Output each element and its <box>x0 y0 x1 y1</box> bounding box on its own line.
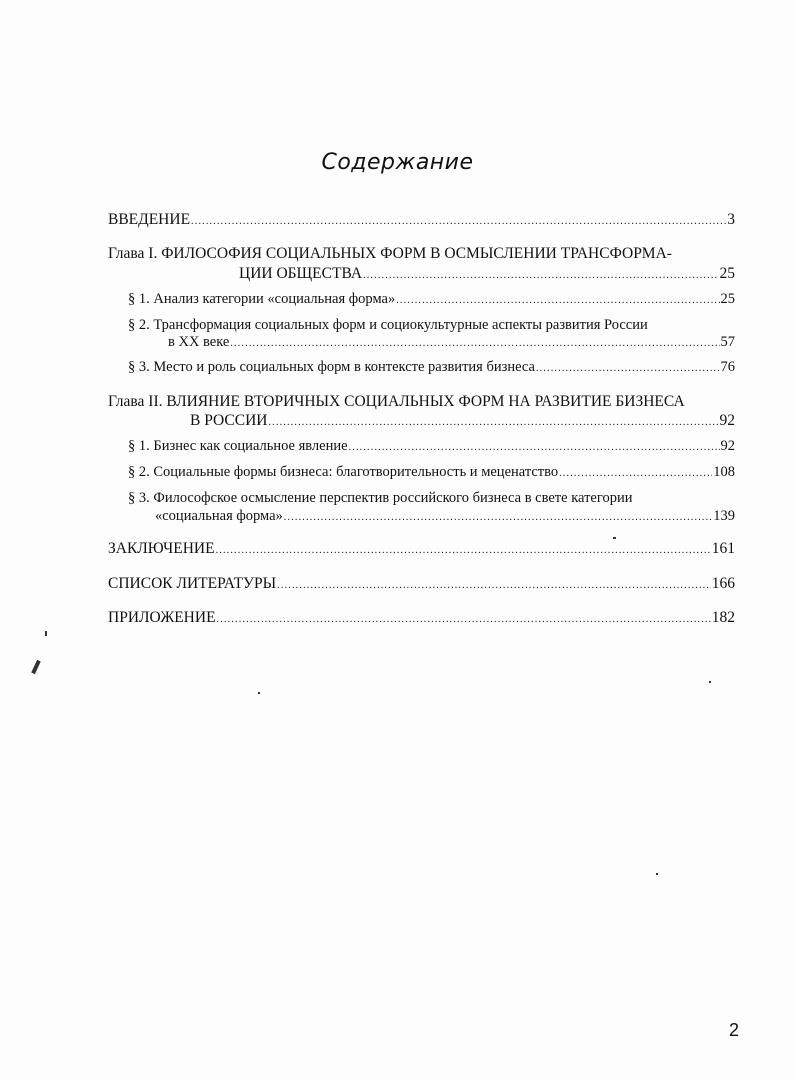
toc-entry-label: § 2. Социальные формы бизнеса: благотворительность и меценатство <box>128 464 559 480</box>
dot-leader <box>349 442 720 453</box>
dot-leader <box>191 216 726 227</box>
page-title: Содержание <box>321 150 474 175</box>
dot-leader <box>559 468 712 479</box>
scan-speck <box>656 873 658 875</box>
dot-leader <box>396 295 719 306</box>
toc-entry-label: ЦИИ ОБЩЕСТВА <box>239 265 363 282</box>
toc-entry-chapter1-line1: Глава I. ФИЛОСОФИЯ СОЦИАЛЬНЫХ ФОРМ В ОСМЫСЛЕНИИ ТРАНСФОРМА- <box>108 245 672 262</box>
toc-entry-label: § 3. Место и роль социальных форм в контексте развития бизнеса <box>128 359 535 375</box>
toc-entry-appendix <box>108 609 735 627</box>
toc-page-number: 92 <box>720 438 735 454</box>
toc-entry-ch1-section3 <box>128 359 735 376</box>
toc-entry-ch2-section3-line2 <box>155 508 735 525</box>
scan-speck <box>613 537 616 539</box>
toc-page-number: 92 <box>719 412 735 429</box>
dot-leader <box>536 363 720 374</box>
dot-leader <box>216 545 711 556</box>
dot-leader <box>284 512 712 523</box>
toc-page-number: 76 <box>720 359 735 375</box>
toc-entry-chapter1-line2 <box>239 265 735 283</box>
toc-entry-ch1-section2-line1: § 2. Трансформация социальных форм и социокультурные аспекты развития России <box>128 317 648 333</box>
scan-speck <box>709 681 711 683</box>
scan-speck <box>45 631 47 636</box>
page-number: 2 <box>728 1020 739 1040</box>
dot-leader <box>230 338 719 349</box>
toc-page-number: 25 <box>720 291 735 307</box>
toc-entry-label: В РОССИИ <box>190 412 268 429</box>
toc-entry-label: ВВЕДЕНИЕ <box>108 211 191 228</box>
toc-page-number: 182 <box>711 609 735 626</box>
toc-entry-chapter2-line2 <box>190 412 735 430</box>
toc-entry-chapter2-line1: Глава II. ВЛИЯНИЕ ВТОРИЧНЫХ СОЦИАЛЬНЫХ ФОРМ НА РАЗВИТИЕ БИЗНЕСА <box>108 393 685 410</box>
toc-entry-ch1-section1 <box>128 291 735 308</box>
toc-page-number: 139 <box>713 508 735 524</box>
toc-entry-ch2-section1 <box>128 438 735 455</box>
toc-page-number: 25 <box>719 265 735 282</box>
toc-entry-label: § 1. Анализ категории «социальная форма» <box>128 291 396 307</box>
dot-leader <box>268 417 718 428</box>
dot-leader <box>277 580 711 591</box>
toc-entry-label: СПИСОК ЛИТЕРАТУРЫ <box>108 575 277 592</box>
toc-entry-intro <box>108 211 735 229</box>
toc-entry-label: «социальная форма» <box>155 508 283 524</box>
toc-page-number: 3 <box>727 211 735 228</box>
scan-speck <box>258 692 260 694</box>
dot-leader <box>363 270 718 281</box>
toc-page-number: 161 <box>711 540 735 557</box>
toc-page-number: 57 <box>720 334 735 350</box>
toc-entry-ch2-section3-line1: § 3. Философское осмысление перспектив российского бизнеса в свете категории <box>128 490 633 506</box>
toc-page-number: 166 <box>711 575 735 592</box>
toc-entry-label: ПРИЛОЖЕНИЕ <box>108 609 216 626</box>
dot-leader <box>217 614 711 625</box>
toc-entry-label: ЗАКЛЮЧЕНИЕ <box>108 540 215 557</box>
toc-entry-label: § 1. Бизнес как социальное явление <box>128 438 348 454</box>
toc-page-number: 108 <box>713 464 735 480</box>
toc-entry-label: в XX веке <box>168 334 230 350</box>
toc-entry-literature <box>108 575 735 593</box>
toc-entry-ch1-section2-line2 <box>168 334 735 351</box>
toc-entry-conclusion <box>108 540 735 558</box>
toc-entry-ch2-section2 <box>128 464 735 481</box>
